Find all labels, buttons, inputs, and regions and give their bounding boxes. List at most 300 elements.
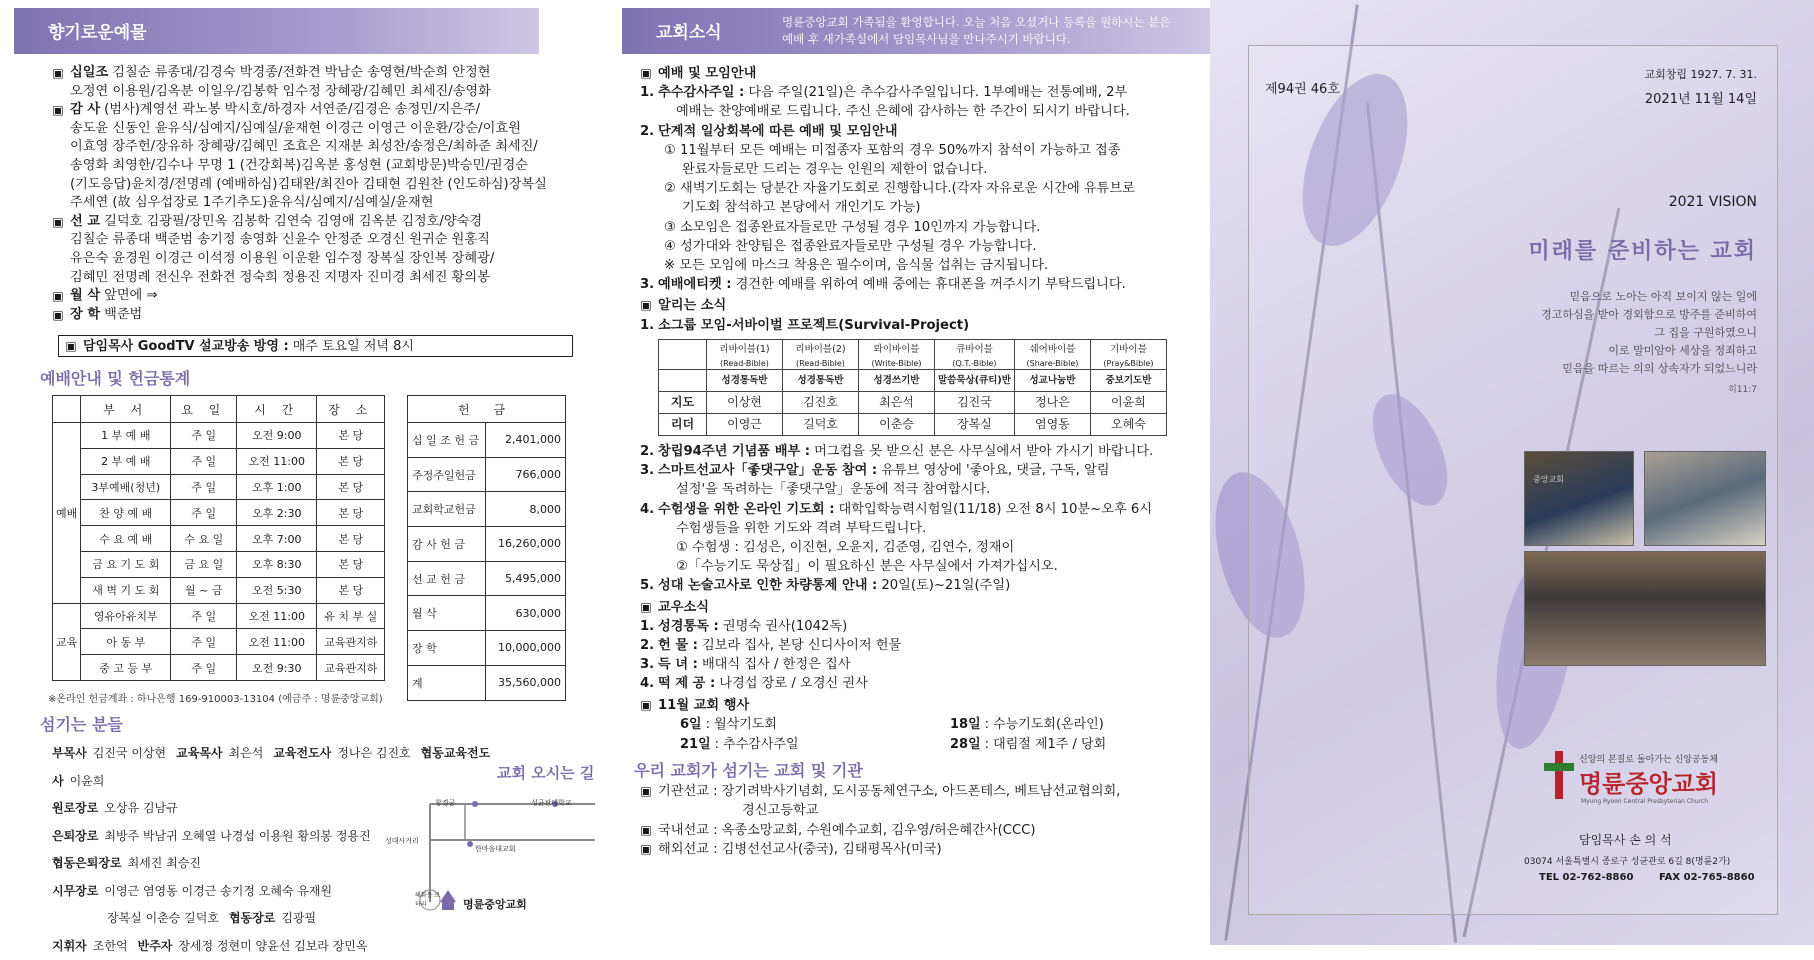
support-row: [640, 801, 1195, 820]
table-cell: 본 당: [317, 577, 385, 603]
offerings-header-band: [14, 8, 539, 54]
table-cell: 본 당: [317, 423, 385, 449]
table-cell: 오후 8:30: [237, 551, 317, 577]
photo-caption: 중앙교회: [1533, 474, 1564, 485]
table-row: [53, 603, 385, 629]
offering-label: 감 사: [70, 101, 100, 120]
offering-type: 감 사 헌 금: [408, 527, 486, 562]
verse-line: 그 집을 구원하였으니: [1541, 324, 1757, 342]
table-cell: 1 부 예 배: [81, 423, 171, 449]
news-item: [640, 655, 1195, 674]
square-bullet-icon: ▣: [640, 296, 652, 315]
section-title: 교우소식: [658, 600, 709, 615]
table-cell: 오전 11:00: [237, 629, 317, 655]
item-title: 득 녀 :: [658, 657, 698, 672]
item-number: 2.: [640, 122, 658, 141]
table-cell: 이상현: [707, 392, 783, 414]
event-date: 28일: [950, 737, 981, 752]
offering-names: 이효영 장주헌/장유하 장혜광/김혜민 조효은 지재분 최성찬/송정은/최하준 최세진/: [70, 138, 538, 157]
table-cell: 유 치 부 실: [317, 603, 385, 629]
worship-photo: [1524, 551, 1766, 666]
table-cell: 주 일: [171, 423, 237, 449]
group-name-english: (Read-Bible): [710, 359, 779, 369]
support-label: 해외선교 :: [658, 842, 718, 857]
table-row: [659, 370, 1167, 392]
square-bullet-icon: ▣: [640, 696, 652, 715]
offering-label: 선 교: [70, 213, 100, 232]
volume-number: 제94권 46호: [1265, 78, 1340, 97]
church-name: 명륜중앙교회: [1579, 764, 1718, 799]
offering-names: 앞면에 ⇒: [104, 287, 157, 306]
offering-row: [52, 194, 592, 213]
group-type: 말씀묵상(큐티)반: [935, 370, 1015, 392]
item-text: 대학입학능력시험일(11/18) 오전 8시 10분~오후 6시: [839, 502, 1153, 517]
offering-row: [52, 83, 592, 102]
table-header: 헌 금: [408, 396, 566, 423]
item-text: 권명숙 권사(1042독): [723, 619, 847, 634]
group-type: 성경통독반: [707, 370, 783, 392]
sub-item: 완료자들로만 드리는 경우는 인원의 제한이 없습니다.: [640, 160, 1195, 179]
table-cell: 이윤희: [1090, 392, 1166, 414]
verse-line: 경고하심을 받아 경외함으로 방주를 준비하여: [1541, 306, 1757, 324]
map-label: 혜화동 로터리: [415, 890, 445, 908]
news-item: [640, 316, 1195, 335]
item-text: 김보라 집사, 본당 신디사이저 헌물: [702, 638, 901, 653]
group-name-english: (Pray&Bible): [1094, 359, 1163, 369]
church-phone: TEL 02-762-8860: [1539, 872, 1633, 883]
group-name: 쉐어바이블: [1018, 340, 1087, 359]
support-row: [640, 782, 1195, 801]
item-number: 3.: [640, 275, 658, 294]
table-cell: 오전 11:00: [237, 603, 317, 629]
item-text: 나경섭 장로 / 오경신 권사: [719, 676, 868, 691]
group-type: 중보기도반: [1090, 370, 1166, 392]
table-cell: 오혜숙: [1090, 414, 1166, 436]
vision-title: 미래를 준비하는 교회: [1528, 234, 1757, 265]
news-item: [640, 617, 1195, 636]
senior-pastor: 담임목사 손 의 석: [1579, 831, 1672, 848]
goodtv-label: 담임목사 GoodTV 설교방송 방영 :: [83, 339, 289, 354]
item-number: 1.: [640, 617, 658, 636]
square-bullet-icon: ▣: [52, 64, 64, 83]
table-row: [408, 631, 566, 666]
church-fax: FAX 02-765-8860: [1659, 872, 1755, 883]
news-item: [640, 83, 1195, 102]
table-cell: 찬 양 예 배: [81, 500, 171, 526]
item-text: 설정'을 독려하는「좋댓구알」운동에 적극 참여합시다.: [676, 482, 990, 497]
item-number: 3.: [640, 655, 658, 674]
offering-type: 계: [408, 665, 486, 700]
news-item: [640, 576, 1195, 595]
item-title: 추수감사주일 :: [658, 85, 744, 100]
table-row: [53, 423, 385, 449]
news-title: 교회소식: [656, 18, 722, 43]
item-text: 경건한 예배를 위하여 예배 중에는 휴대폰을 꺼주시기 부탁드립니다.: [736, 277, 1126, 292]
table-cell: 수 요 예 배: [81, 526, 171, 552]
table-cell: 아 동 부: [81, 629, 171, 655]
table-row: [408, 492, 566, 527]
table-cell: 주 일: [171, 629, 237, 655]
news-item: [640, 519, 1195, 538]
offering-row: [52, 213, 592, 232]
event-item: [680, 715, 950, 735]
staff-role: 시무장로: [52, 884, 98, 898]
sub-item: ① 11월부터 모든 예배는 미접종자 포함의 경우 50%까지 참석이 가능하고 접종: [640, 141, 1195, 160]
table-cell: 수 요 일: [171, 526, 237, 552]
offerings-list: [52, 64, 592, 324]
news-item: [640, 122, 1195, 141]
staff-role: 협동교육전도사: [52, 746, 490, 788]
event-text: : 수능기도회(온라인): [985, 717, 1104, 732]
offering-row: [52, 64, 592, 83]
staff-names: 김광필: [281, 911, 316, 925]
table-cell: 주 일: [171, 500, 237, 526]
support-row: [640, 821, 1195, 840]
founded-date: 교회창립 1927. 7. 31.: [1645, 66, 1757, 82]
map-label: 창경궁: [435, 798, 455, 808]
offering-names: 김혜민 전명례 전신우 전화견 정숙희 정용진 지명자 진미경 최세진 황의봉: [70, 269, 490, 288]
offering-names: 유은숙 윤경원 이경근 이석정 이용원 이운환 임수정 장복실 장인복 장혜광/: [70, 250, 494, 269]
cover-card: [1248, 45, 1778, 915]
event-text: : 월삭기도회: [706, 717, 777, 732]
square-bullet-icon: ▣: [52, 101, 64, 120]
church-address: 03074 서울특별시 종로구 성균관로 6길 8(명륜2가): [1524, 854, 1730, 867]
table-cell: [707, 339, 783, 369]
offering-row: [52, 120, 592, 139]
support-title: 우리 교회가 섬기는 교회 및 기관: [634, 761, 1195, 780]
group-type: 성경쓰기반: [859, 370, 935, 392]
staff-section-title: 섬기는 분들: [40, 712, 123, 735]
group-type: 성교나눔반: [1014, 370, 1090, 392]
sub-item: ② 새벽기도회는 당분간 자율기도회로 진행합니다.(각자 자유로운 시간에 유튜브로: [640, 179, 1195, 198]
item-title: 떡 제 공 :: [658, 676, 715, 691]
staff-names: 정나은 김진호: [337, 746, 410, 760]
support-text: 옥종소망교회, 수원예수교회, 김우영/허은혜간사(CCC): [722, 823, 1036, 838]
table-cell: 최은석: [859, 392, 935, 414]
item-number: 2.: [640, 442, 658, 461]
table-cell: 오후 1:00: [237, 474, 317, 500]
table-cell: 월 ~ 금: [171, 577, 237, 603]
news-item: [640, 275, 1195, 294]
item-title: 단계적 일상회복에 따른 예배 및 모임안내: [658, 124, 898, 139]
support-text: 김병선선교사(중국), 김태평목사(미국): [722, 842, 942, 857]
table-cell: 김진호: [783, 392, 859, 414]
group-name-english: (Share-Bible): [1018, 359, 1087, 369]
table-cell: 김진국: [935, 392, 1015, 414]
staff-names: 이윤희: [70, 774, 105, 788]
news-item: [640, 461, 1195, 480]
square-bullet-icon: ▣: [52, 213, 64, 232]
table-row: [53, 448, 385, 474]
offering-names: 송영화 최영한/김수나 무명 1 (건강회복)김옥분 홍성현 (교회방문)박승민/권경순: [70, 157, 528, 176]
row-header: 리더: [659, 414, 707, 436]
section-title: 11월 교회 행사: [658, 698, 749, 713]
support-label: 기관선교 :: [658, 784, 718, 799]
table-row: [53, 526, 385, 552]
table-row: [408, 665, 566, 700]
table-cell: 영유아유치부: [81, 603, 171, 629]
table-cell: 오전 5:30: [237, 577, 317, 603]
support-text: 경신고등학교: [742, 803, 818, 818]
verse-line: 믿음을 따르는 의의 상속자가 되었느니라: [1541, 360, 1757, 378]
section-heading: [640, 296, 1195, 315]
staff-names: 오상유 김남규: [104, 801, 177, 815]
offering-label: 장 학: [70, 306, 100, 325]
table-row: [53, 655, 385, 681]
table-header: 부 서: [81, 396, 171, 423]
staff-role: 교육목사: [176, 746, 222, 760]
table-row: [408, 423, 566, 458]
item-title: 창립94주년 기념품 배부 :: [658, 444, 810, 459]
item-title: 스마트선교사「좋댓구알」운동 참여 :: [658, 463, 877, 478]
item-text: ① 수험생 : 김성은, 이진현, 오윤지, 김준영, 김연수, 정재이: [676, 540, 1014, 555]
news-item: [640, 674, 1195, 693]
offering-row: [52, 138, 592, 157]
table-header: 요 일: [171, 396, 237, 423]
offering-amount: 10,000,000: [486, 631, 566, 666]
offering-row: [52, 176, 592, 195]
staff-role: 지휘자: [52, 939, 87, 953]
news-body: [640, 62, 1195, 859]
congregation-photo: [1644, 451, 1766, 546]
item-text: 배대식 집사 / 한정은 집사: [702, 657, 851, 672]
offering-names: 송도윤 신동인 윤유식/심예지/심예실/윤재현 이경근 이영근 이운환/강순/이효원: [70, 120, 521, 139]
item-text: 예배는 찬양예배로 드립니다. 주신 은혜에 감사하는 한 주간이 되시기 바랍니다.: [676, 104, 1130, 119]
table-cell: 이춘승: [859, 414, 935, 436]
table-cell: 본 당: [317, 526, 385, 552]
offering-type: 주정주일헌금: [408, 457, 486, 492]
section-heading: [640, 696, 1195, 715]
support-text: 장기려박사기념회, 도시공동체연구소, 아드폰테스, 베트남선교협의회,: [722, 784, 1121, 799]
logo-tagline: 신앙의 본질로 돌아가는 신앙공동체: [1579, 752, 1718, 765]
table-cell: 정나은: [1014, 392, 1090, 414]
support-row: [640, 840, 1195, 859]
news-header-band: [622, 8, 1210, 54]
table-row: [408, 527, 566, 562]
offering-row: [52, 250, 592, 269]
item-text: 다음 주일(21일)은 추수감사주일입니다. 1부예배는 전통예배, 2부: [748, 85, 1127, 100]
table-row: [53, 474, 385, 500]
church-name-english: Myung Ryoon Central Presbyterian Church: [1581, 798, 1708, 805]
table-cell: 이영근: [707, 414, 783, 436]
news-item: [640, 557, 1195, 576]
section-title: 예배 및 모임안내: [658, 66, 756, 81]
staff-names: 이영근 염영동 이경근 송기정 오혜숙 유재원: [104, 884, 332, 898]
welcome-line: 명륜중앙교회 가족됨을 환영합니다. 오늘 처음 오셨거나 등록을 원하시는 분은: [782, 14, 1170, 31]
staff-role: 협동장로: [229, 911, 275, 925]
sub-item: ④ 성가대와 찬양팀은 접종완료자들로만 구성될 경우 가능합니다.: [640, 237, 1195, 256]
staff-role: 반주자: [138, 939, 173, 953]
welcome-message: [782, 14, 1170, 48]
square-bullet-icon: ▣: [52, 287, 64, 306]
table-cell: [935, 339, 1015, 369]
table-header: 시 간: [237, 396, 317, 423]
table-cell: [859, 339, 935, 369]
table-cell: 길덕호: [783, 414, 859, 436]
offering-names: (범사)계영선 곽노봉 박시호/하경자 서연준/김경은 송정민/지은주/: [104, 101, 480, 120]
news-item: [640, 538, 1195, 557]
offering-amount: 35,560,000: [486, 665, 566, 700]
worship-section-title: 예배안내 및 헌금통계: [40, 366, 190, 389]
news-item: [640, 500, 1195, 519]
staff-role: 은퇴장로: [52, 829, 98, 843]
vision-label: 2021 VISION: [1669, 194, 1757, 210]
table-row: [659, 339, 1167, 369]
table-cell: 본 당: [317, 474, 385, 500]
table-row: [53, 629, 385, 655]
square-bullet-icon: ▣: [640, 64, 652, 83]
news-item: [640, 480, 1195, 499]
table-row: [408, 596, 566, 631]
offering-names: 김칠순 류종대/김경숙 박경종/전화견 박남순 송영현/박순희 안정현: [112, 64, 490, 83]
support-label: 국내선교 :: [658, 823, 718, 838]
item-number: 4.: [640, 500, 658, 519]
item-number: 5.: [640, 576, 658, 595]
sub-item: ③ 소모임은 접종완료자들로만 구성될 경우 10인까지 가능합니다.: [640, 218, 1195, 237]
square-bullet-icon: ▣: [52, 306, 64, 325]
worship-schedule-table: [52, 395, 385, 681]
table-cell: 오전 9:00: [237, 423, 317, 449]
table-cell: 주 일: [171, 474, 237, 500]
table-cell: 오전 11:00: [237, 448, 317, 474]
map-label: 한마음대교회: [475, 844, 516, 854]
staff-role: 협동은퇴장로: [52, 856, 122, 870]
table-row: [408, 561, 566, 596]
item-text: 20일(토)~21일(주일): [881, 578, 1010, 593]
table-cell: 주 일: [171, 448, 237, 474]
staff-names: 최세진 최승진: [128, 856, 201, 870]
section-title: 알리는 소식: [658, 298, 726, 313]
map-label: 성균관대학교: [531, 798, 572, 808]
section-heading: [640, 598, 1195, 617]
staff-names: 조한억: [93, 939, 128, 953]
square-bullet-icon: ▣: [640, 598, 652, 617]
staff-role: 원로장로: [52, 801, 98, 815]
news-item: [640, 636, 1195, 655]
table-cell: 금 요 일: [171, 551, 237, 577]
offering-names: 백준범: [104, 306, 142, 325]
table-row: [53, 577, 385, 603]
staff-names: 김진국 이상현: [93, 746, 166, 760]
staff-names: 장복실 이춘승 길덕호: [107, 911, 219, 925]
offering-amount: 2,401,000: [486, 423, 566, 458]
table-cell: 교육관지하: [317, 629, 385, 655]
offering-amount: 766,000: [486, 457, 566, 492]
item-text: 유튜브 영상에 '좋아요, 댓글, 구독, 알림: [881, 463, 1109, 478]
directions-map: [395, 762, 600, 912]
offering-type: 월 삭: [408, 596, 486, 631]
verse-line: 이로 말미암아 세상을 정죄하고: [1541, 342, 1757, 360]
event-date: 18일: [950, 717, 981, 732]
table-row: [53, 551, 385, 577]
table-cell: 새 벽 기 도 회: [81, 577, 171, 603]
table-cell: 2 부 예 배: [81, 448, 171, 474]
sub-item: ※ 모든 모임에 마스크 착용은 필수이며, 음식물 섭취는 금지됩니다.: [640, 256, 1195, 275]
offering-stats-table: [407, 395, 566, 701]
item-number: 2.: [640, 636, 658, 655]
table-cell: [659, 339, 707, 369]
group-name-english: (Write-Bible): [862, 359, 931, 369]
goodtv-time: 매주 토요일 저녁 8시: [293, 339, 414, 354]
event-item: [950, 715, 1200, 735]
offering-row: [52, 101, 592, 120]
table-cell: 염영동: [1014, 414, 1090, 436]
square-bullet-icon: ▣: [640, 782, 652, 801]
table-row: [408, 457, 566, 492]
group-name: 리바이블(2): [786, 340, 855, 359]
offering-row: [52, 157, 592, 176]
staff-role: 부목사: [52, 746, 87, 760]
goodtv-notice: ▣ 담임목사 GoodTV 설교방송 방영 : 매주 토요일 저녁 8시: [58, 335, 573, 357]
event-text: : 대림절 제1주 / 당회: [985, 737, 1106, 752]
staff-names: 최방주 박남귀 오혜열 나경섭 이용원 황의봉 정용진: [104, 829, 370, 843]
offering-amount: 8,000: [486, 492, 566, 527]
table-cell: 주 일: [171, 655, 237, 681]
table-cell: 오후 7:00: [237, 526, 317, 552]
offering-row: [52, 269, 592, 288]
square-bullet-icon: ▣: [640, 821, 652, 840]
table-cell: 오전 9:30: [237, 655, 317, 681]
pastor-photo: [1524, 451, 1634, 546]
group-name: 큐바이블: [938, 340, 1011, 359]
offering-type: 장 학: [408, 631, 486, 666]
group-cell: 예배: [53, 423, 81, 604]
item-title: 수험생을 위한 온라인 기도회 :: [658, 502, 835, 517]
offering-type: 선 교 헌 금: [408, 561, 486, 596]
staff-row: [52, 933, 492, 960]
table-cell: 본 당: [317, 500, 385, 526]
offerings-panel: [0, 0, 605, 945]
account-note: ※온라인 헌금계좌 : 하나은행 169-910003-13104 (예금주 : 명륜중앙교회): [48, 690, 383, 705]
offering-names: (기도응답)윤치경/전명례 (예배하심)김태완/최진아 김태현 김원찬 (인도하심)장복실: [70, 176, 547, 195]
group-name: 롸이바이블: [862, 340, 931, 359]
table-cell: [1090, 339, 1166, 369]
table-header-spacer: [53, 396, 81, 423]
event-date: 6일: [680, 717, 702, 732]
table-cell: [1014, 339, 1090, 369]
group-type: 성경통독반: [783, 370, 859, 392]
table-row: [659, 414, 1167, 436]
offering-label: 월 삭: [70, 287, 100, 306]
table-row: [53, 500, 385, 526]
offering-names: 오정연 이용원/김옥분 이일우/김봉학 임수정 장혜광/김혜민 최세진/송영화: [70, 83, 491, 102]
table-row: [659, 392, 1167, 414]
item-text: 머그컵을 못 받으신 분은 사무실에서 받아 가시기 바랍니다.: [814, 444, 1153, 459]
event-item: [680, 735, 950, 755]
section-heading: [640, 64, 1195, 83]
offering-type: 십 일 조 헌 금: [408, 423, 486, 458]
group-name-english: (Read-Bible): [786, 359, 855, 369]
event-item: [950, 735, 1200, 755]
table-cell: 금 요 기 도 회: [81, 551, 171, 577]
table-cell: [783, 339, 859, 369]
scripture-verse: [1541, 288, 1757, 378]
item-number: 4.: [640, 674, 658, 693]
offering-amount: 5,495,000: [486, 561, 566, 596]
offering-row: [52, 287, 592, 306]
item-number: 1.: [640, 83, 658, 102]
group-name-english: (Q.T.-Bible): [938, 359, 1011, 369]
church-logo-cross: [1544, 751, 1574, 799]
table-cell: 3부예배(청년): [81, 474, 171, 500]
table-cell: [659, 370, 707, 392]
row-header: 지도: [659, 392, 707, 414]
group-name: 기바이블: [1094, 340, 1163, 359]
table-cell: 오후 2:30: [237, 500, 317, 526]
table-cell: 주 일: [171, 603, 237, 629]
issue-date: 2021년 11월 14일: [1645, 88, 1757, 107]
news-item: [640, 442, 1195, 461]
